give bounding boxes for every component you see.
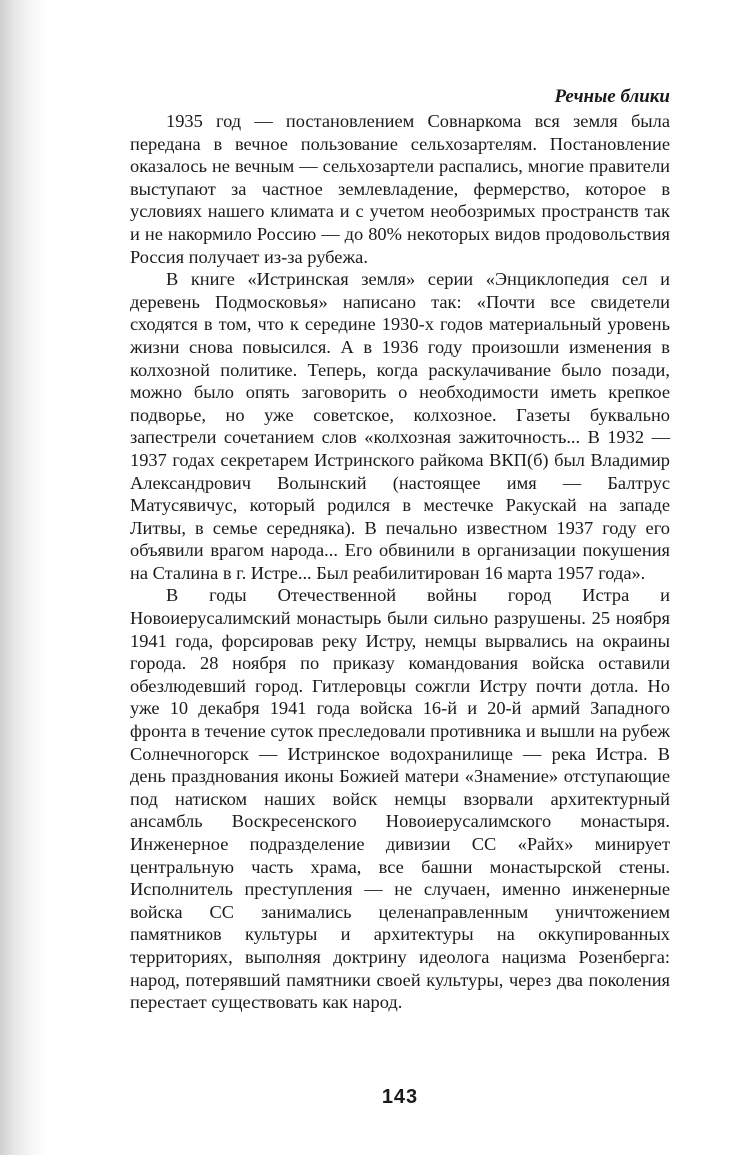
paragraph-2: В книге «Истринская земля» серии «Энциклопедия сел и деревень Подмосковья» написано так: «Почти все свидетели сходятся в том, что к середине 1930-х годов материальный уровень жизни снова повысился. А в 1936 году произошли изменения в колхозной политике. Теперь, когда раскулачивание было позади, можно было опять заговорить о необходимости иметь крепкое подворье, но уже советское, колхозное. Газеты буквально запестрели сочетанием слов «колхозная зажиточность... В 1932 — 1937 годах секретарем Истринского райкома ВКП(б) был Владимир Александрович Волынский (настоящее имя — Балтрус Матусявичус, который родился в местечке Ракускай на западе Литвы, в семье середняка). В печально известном 1937 году его объявили врагом народа... Его обвинили в организации покушения на Сталина в г. Истре... Был реабилитирован 16 марта 1957 года».	[130, 269, 670, 583]
paragraph-1: 1935 год — постановлением Совнаркома вся земля была передана в вечное пользование сельхозартелям. Постановление оказалось не вечным — сельхозартели распались, многие правители выступают за частное землевладение, фермерство, которое в условиях нашего климата и с учетом необозримых пространств так и не накормило Россию — до 80% некоторых видов продовольствия Россия получает из-за рубежа.	[130, 111, 670, 267]
paragraph-3: В годы Отечественной войны город Истра и Новоиерусалимский монастырь были сильно разрушены. 25 ноября 1941 года, форсировав реку Истру, немцы вырвались на окраины города. 28 ноября по приказу командования войска оставили обезлюдевший город. Гитлеровцы сожгли Истру почти дотла. Но уже 10 декабря 1941 года войска 16-й и 20-й армий Западного фронта в течение суток преследовали противника и вышли на рубеж Солнечногорск — Истринское водохранилище — река Истра. В день празднования иконы Божией матери «Знамение» отступающие под натиском наших войск немцы взорвали архитектурный ансамбль Воскресенского Новоиерусалимского монастыря. Инженерное подразделение дивизии СС «Райх» минирует центральную часть храма, все башни монастырской стены. Исполнитель преступления — не случаен, именно инженерные войска СС занимались целенаправленным уничтожением памятников культуры и архитектуры на оккупированных территориях, выполняя доктрину идеолога нацизма Розенберга: народ, потерявший памятники своей культуры, через два поколения перестает существовать как народ.	[130, 585, 670, 1013]
scan-edge-shadow	[0, 0, 48, 1155]
page-number: 143	[381, 1086, 419, 1108]
book-page	[130, 84, 670, 1014]
running-head: Речные блики	[554, 86, 670, 107]
